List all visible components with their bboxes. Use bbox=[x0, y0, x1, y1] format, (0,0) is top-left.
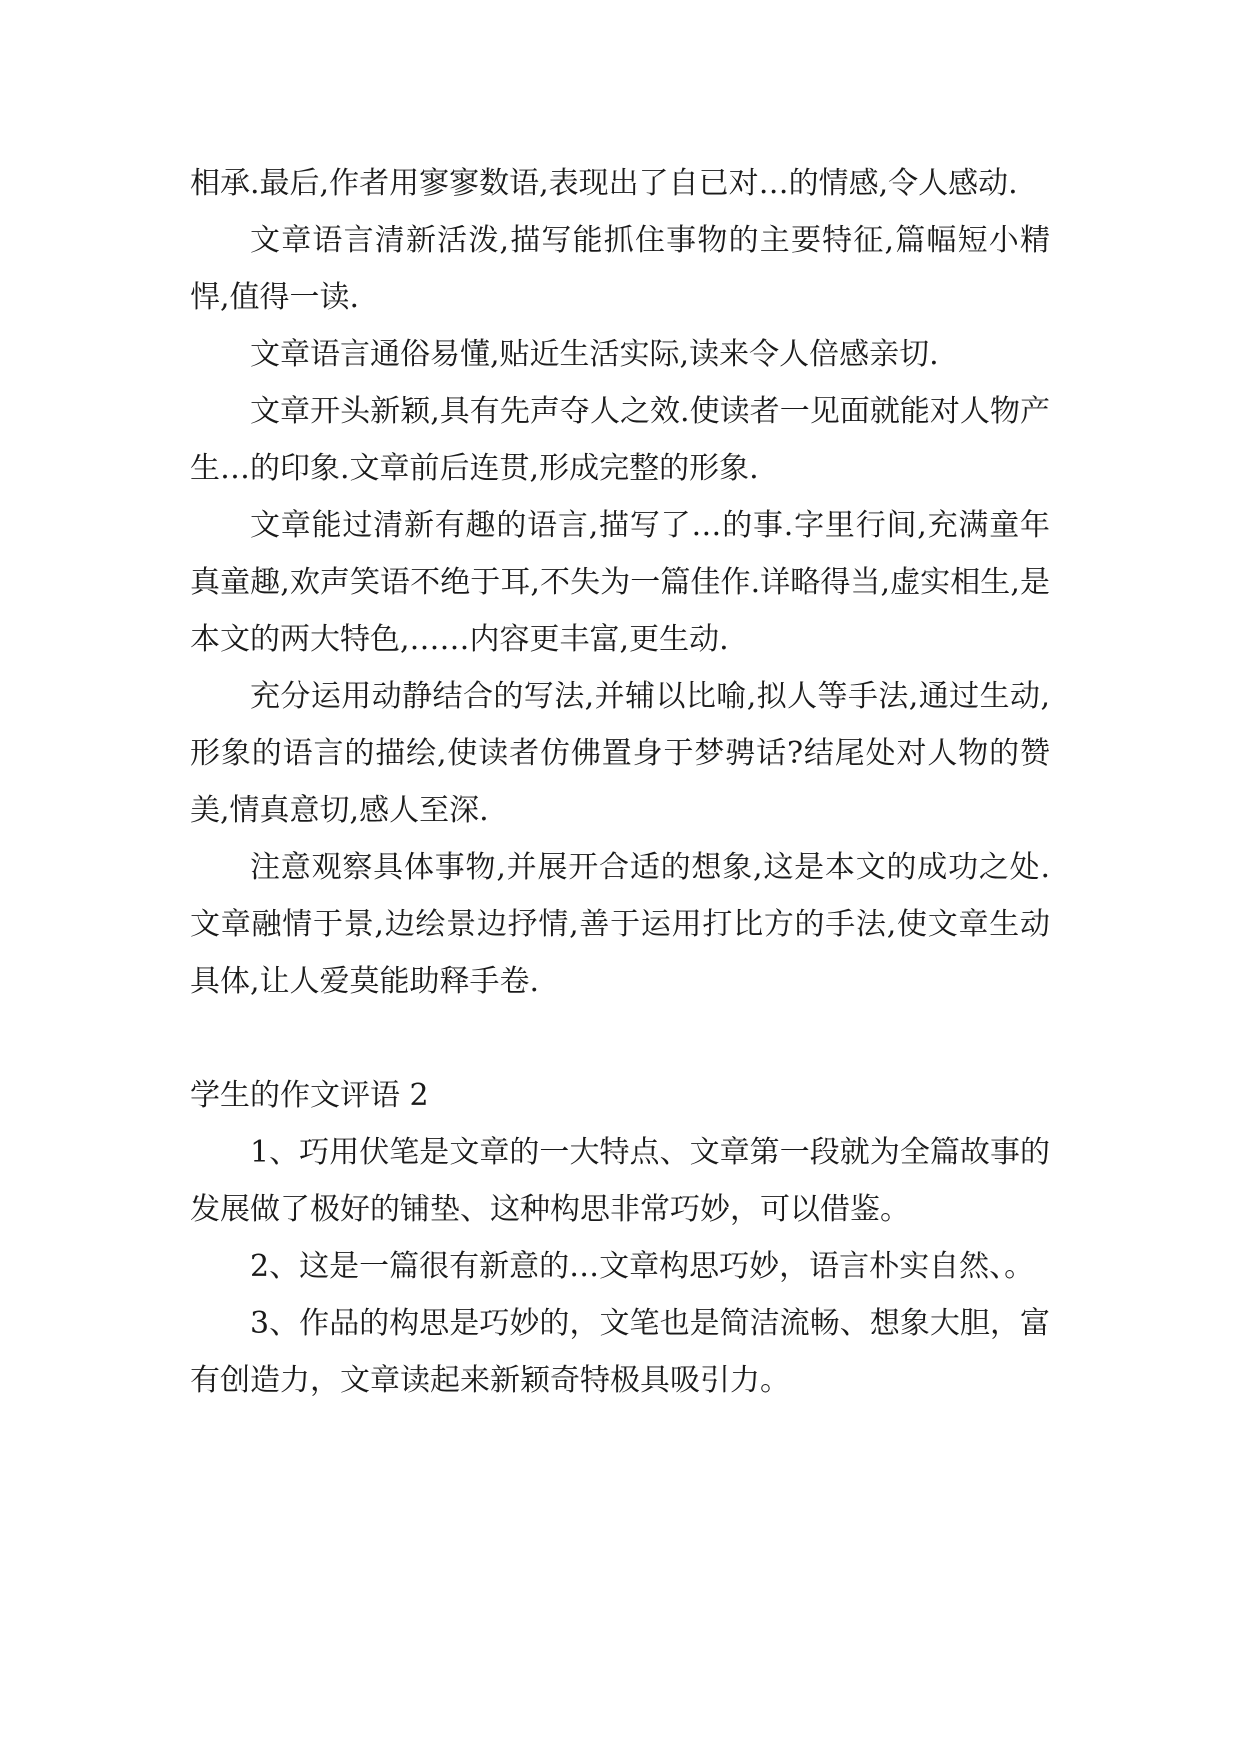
continuation-paragraph: 相承.最后,作者用寥寥数语,表现出了自已对…的情感,令人感动. bbox=[190, 166, 1018, 201]
comment-paragraph: 文章开头新颖,具有先声夺人之效.使读者一见面就能对人物产生…的印象.文章前后连贯,形成完整的形象. bbox=[190, 394, 1050, 486]
comment-paragraph: 充分运用动静结合的写法,并辅以比喻,拟人等手法,通过生动,形象的语言的描绘,使读者仿佛置身于梦骋话?结尾处对人物的赞美,情真意切,感人至深. bbox=[190, 679, 1050, 828]
comment-paragraph: 注意观察具体事物,并展开合适的想象,这是本文的成功之处.文章融情于景,边绘景边抒情,善于运用打比方的手法,使文章生动具体,让人爱莫能助释手卷. bbox=[190, 850, 1050, 999]
numbered-comment: 1、巧用伏笔是文章的一大特点、文章第一段就为全篇故事的发展做了极好的铺垫、这种构思非常巧妙，可以借鉴。 bbox=[190, 1135, 1050, 1227]
comment-paragraph: 文章语言清新活泼,描写能抓住事物的主要特征,篇幅短小精悍,值得一读. bbox=[190, 223, 1050, 315]
section-heading: 学生的作文评语 2 bbox=[190, 1078, 429, 1113]
document-body bbox=[190, 155, 1050, 1409]
comment-paragraph: 文章语言通俗易懂,贴近生活实际,读来令人倍感亲切. bbox=[250, 337, 939, 372]
numbered-comment: 2、这是一篇很有新意的…文章构思巧妙，语言朴实自然、。 bbox=[250, 1249, 1035, 1284]
numbered-comment: 3、作品的构思是巧妙的，文笔也是简洁流畅、想象大胆，富有创造力，文章读起来新颖奇特极具吸引力。 bbox=[190, 1306, 1050, 1398]
comment-paragraph: 文章能过清新有趣的语言,描写了…的事.字里行间,充满童年真童趣,欢声笑语不绝于耳,不失为一篇佳作.详略得当,虚实相生,是本文的两大特色,……内容更丰富,更生动. bbox=[190, 508, 1050, 657]
